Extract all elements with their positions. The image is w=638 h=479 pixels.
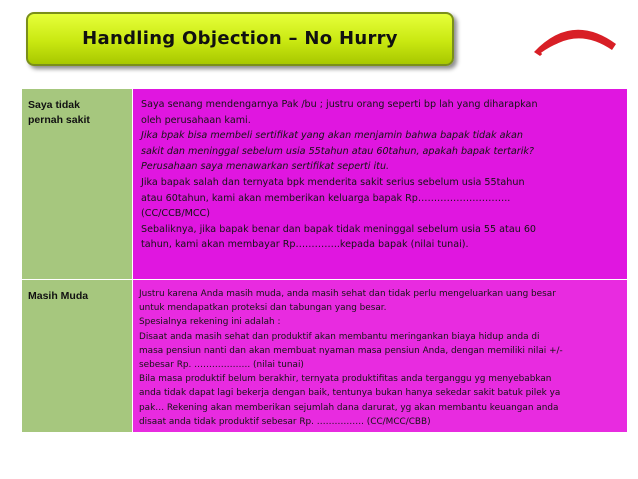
content-line: Bila masa produktif belum berakhir, ternyata produktifitas anda terganggu yg menyebabkan: [139, 374, 552, 385]
row-label: pernah sakit: [28, 114, 90, 126]
row-label-cell: [22, 280, 133, 433]
row-content: [133, 89, 627, 253]
content-line: masa pensiun nanti dan akan membuat nyaman masa pensiun Anda, dengan memiliki nilai +/-: [139, 345, 563, 356]
content-line: Saya senang mendengarnya Pak /bu ; justru orang seperti bp lah yang diharapkan: [141, 99, 538, 110]
content-line: Spesialnya rekening ini adalah :: [139, 317, 281, 328]
content-line: oleh perusahaan kami.: [141, 114, 251, 126]
content-line: Perusahaan saya menawarkan sertifikat seperti itu.: [141, 161, 390, 173]
content-line: atau 60tahun, kami akan memberikan keluarga bapak Rp………………………..: [141, 192, 511, 204]
slide-title: Handling Objection – No Hurry: [82, 28, 398, 49]
content-line: Jika bpak bisa membeli sertifikat yang akan menjamin bahwa bapak tidak akan: [141, 130, 524, 142]
content-line: disaat anda tidak produktif sebesar Rp. ……………. (CC/MCC/CBB): [139, 416, 431, 427]
content-line: Justru karena Anda masih muda, anda masih sehat dan tidak perlu mengeluarkan uang besar: [139, 289, 556, 299]
content-line: sebesar Rp. ………………. (nilai tunai): [139, 360, 304, 371]
table-row: [22, 280, 628, 433]
content-line: Sebaliknya, jika bapak benar dan bapak tidak meninggal sebelum usia 55 atau 60: [141, 223, 537, 235]
content-line: tahun, kami akan membayar Rp…………..kepada bapak (nilai tunai).: [141, 239, 469, 251]
objection-table: [21, 88, 628, 433]
row-content: [133, 280, 627, 429]
content-line: Disaat anda masih sehat dan produktif akan membantu meringankan biaya hidup anda di: [139, 331, 540, 342]
table-row: [22, 89, 628, 280]
row-label: Masih Muda: [28, 290, 89, 302]
red-swoosh-logo: [528, 14, 624, 60]
row-content-cell: [133, 89, 628, 280]
content-line: untuk mendapatkan proteksi dan tabungan yang besar.: [139, 303, 387, 314]
row-content-cell: [133, 280, 628, 433]
content-line: Jika bapak salah dan ternyata bpk menderita sakit serius sebelum usia 55tahun: [141, 176, 525, 188]
row-label: Saya tidak: [28, 99, 80, 111]
content-line: (CC/CCB/MCC): [141, 208, 211, 220]
content-line: sakit dan meninggal sebelum usia 55tahun atau 60tahun, apakah bapak tertarik?: [141, 145, 535, 157]
content-line: pak… Rekening akan memberikan sejumlah dana darurat, yg akan membantu keuangan anda: [139, 402, 559, 413]
content-line: anda tidak dapat lagi bekerja dengan baik, tentunya bukan hanya sekedar sakit batuk pilek ya: [139, 388, 561, 399]
row-label-cell: [22, 89, 133, 280]
slide-title-box: [26, 12, 454, 66]
